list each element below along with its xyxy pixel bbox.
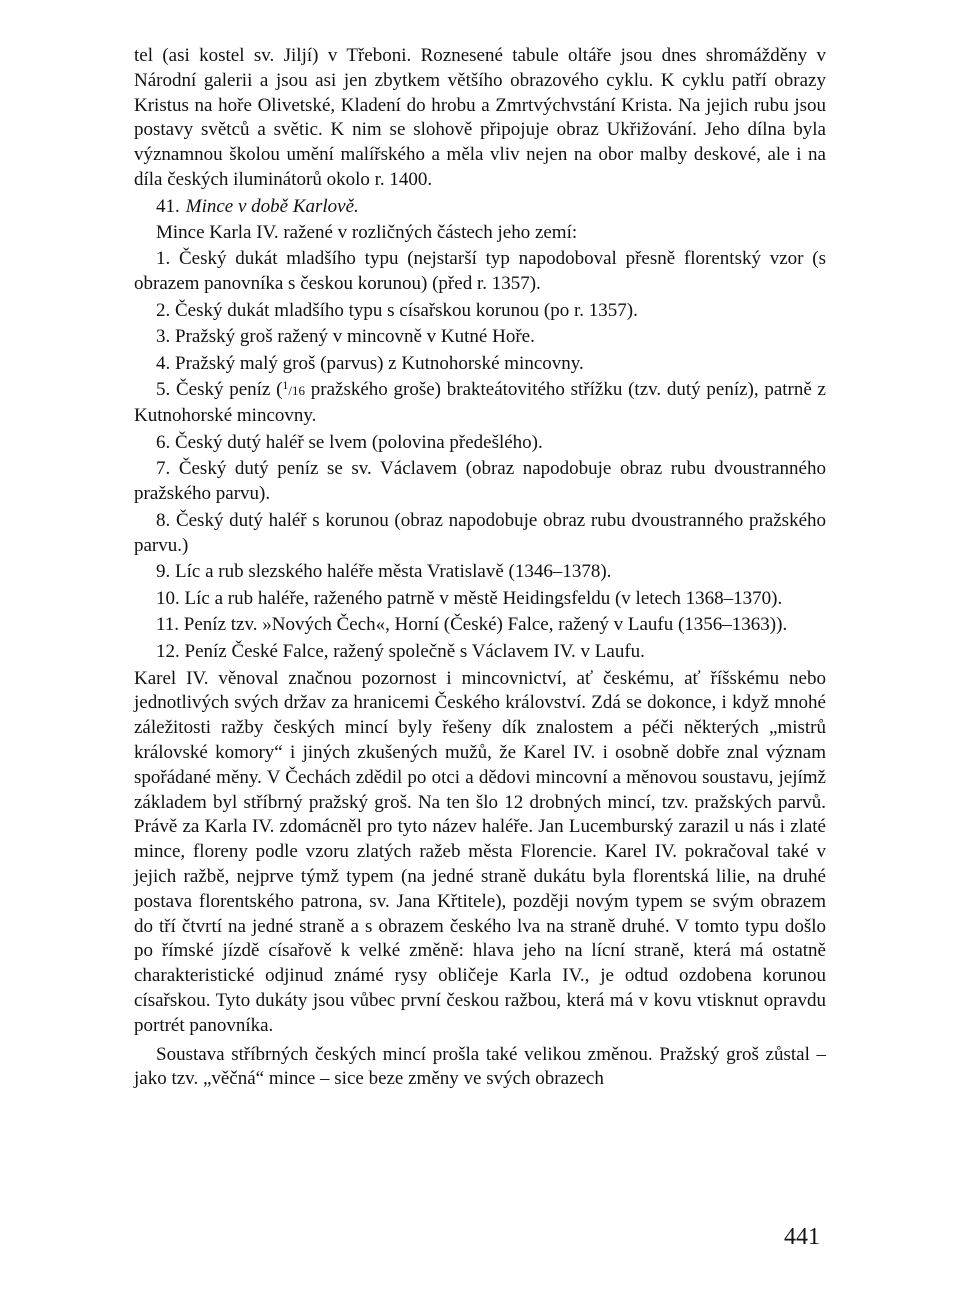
list-item: 9. Líc a rub slezského haléře města Vratislavě (1346–1378).	[156, 561, 612, 583]
list-item: 11. Peníz tzv. »Nových Čech«, Horní (České) Falce, ražený v Laufu (1356–1363)).	[156, 614, 788, 636]
list-item: 10. Líc a rub haléře, raženého patrně v městě Heidingsfeldu (v letech 1368–1370).	[156, 587, 783, 609]
list-item	[134, 378, 826, 429]
item-5-end: pražského groše) brakteátovitého střížku (tzv. dutý peníz), patrně z Kutnohorské mincovny.	[134, 379, 826, 427]
paragraph-intro: tel (asi kostel sv. Jiljí) v Třeboni. Roznesené tabule oltáře jsou dnes shromážděny v Národní galerii a jsou asi jen zbytkem většího obrazového cyklu. K cyklu patří obrazy Kristus na hoře Olivetské, Kladení do hrobu a Zmrtvýchvstání Krista. Na jejich rubu jsou postavy světců a světic. K nim se slohově připojuje obraz Ukřižování. Jeho dílna byla významnou školou umění malířského a měla vliv nejen na obor malby deskové, ale i na díla českých iluminátorů okolo r. 1400.	[134, 45, 826, 190]
list-item: 2. Český dukát mladšího typu s císařskou korunou (po r. 1357).	[156, 299, 638, 321]
section-number: 41.	[156, 195, 180, 217]
paragraph-soustava: Soustava stříbrných českých mincí prošla také velikou změnou. Pražský groš zůstal – jako tzv. „věčná“ mince – sice beze změny ve svých obrazech	[134, 1043, 826, 1090]
list-item: 4. Pražský malý groš (parvus) z Kutnohorské mincovny.	[156, 352, 584, 374]
page-number: 441	[784, 1224, 820, 1250]
list-item: 12. Peníz České Falce, ražený společně s Václavem IV. v Laufu.	[156, 640, 645, 662]
item-5-start: 5. Český peníz (	[156, 379, 283, 401]
list-item: 1. Český dukát mladšího typu (nejstarší typ napodoboval přesně florentský vzor (s obrazem panovníka s českou korunou) (před r. 1357).	[134, 248, 826, 294]
list-item: 3. Pražský groš ražený v mincovně v Kutné Hoře.	[156, 326, 535, 348]
list-item: 7. Český dutý peníz se sv. Václavem (obraz napodobuje obraz rubu dvoustranného pražského parvu).	[134, 458, 826, 505]
list-item: 6. Český dutý haléř se lvem (polovina předešlého).	[156, 431, 543, 453]
fraction-denominator: /16	[288, 383, 306, 399]
list-item: 8. Český dutý haléř s korunou (obraz napodobuje obraz rubu dvoustranného pražského parvu.)	[134, 509, 826, 556]
page-body	[134, 44, 826, 1092]
fraction-numerator: 1	[282, 378, 289, 393]
section-heading	[134, 195, 826, 220]
paragraph-karel: Karel IV. věnoval značnou pozornost i mincovnictví, ať českému, ať říšskému nebo jednotlivých svých držav za hranicemi Českého království. Zdá se dokonce, i když mnohé záležitosti ražby českých mincí byly řešeny dík znalostem a péči některých „mistrů královské komory“ i jiných zkušených mužů, že Karel IV. i osobně dobře znal význam spořádané měny. V Čechách zdědil po otci a dědovi mincovní a měnovou soustavu, jejímž základem byl stříbrný pražský groš. Na ten šlo 12 drobných mincí, tzv. pražských parvů. Právě za Karla IV. zdomácněl pro tyto název haléře. Jan Lucemburský zarazil u nás i zlaté mince, floreny podle vzoru zlatých ražeb města Florencie. Karel IV. pokračoval také v jejich ražbě, nejprve týmž typem (na jedné straně dukátu byla florentská lilie, na druhé postava florentského patrona, sv. Jana Křtitele), později novým typem se svým obrazem do tří čtvrtí na jedné straně a s obrazem českého lva na straně druhé. V tomto typu došlo po římské jízdě císařově k velké změně: hlava jeho na lícní straně, která má ostatně charakteristické odjinud známé rysy obličeje Karla IV., je odtud ozdobena korunou císařskou. Tyto dukáty jsou vůbec první českou ražbou, která má v kovu vtisknut opravdu portrét panovníka.	[134, 667, 826, 1036]
section-title: Mince v době Karlově.	[185, 195, 359, 217]
list-intro: Mince Karla IV. ražené v rozličných částech jeho zemí:	[156, 221, 578, 243]
